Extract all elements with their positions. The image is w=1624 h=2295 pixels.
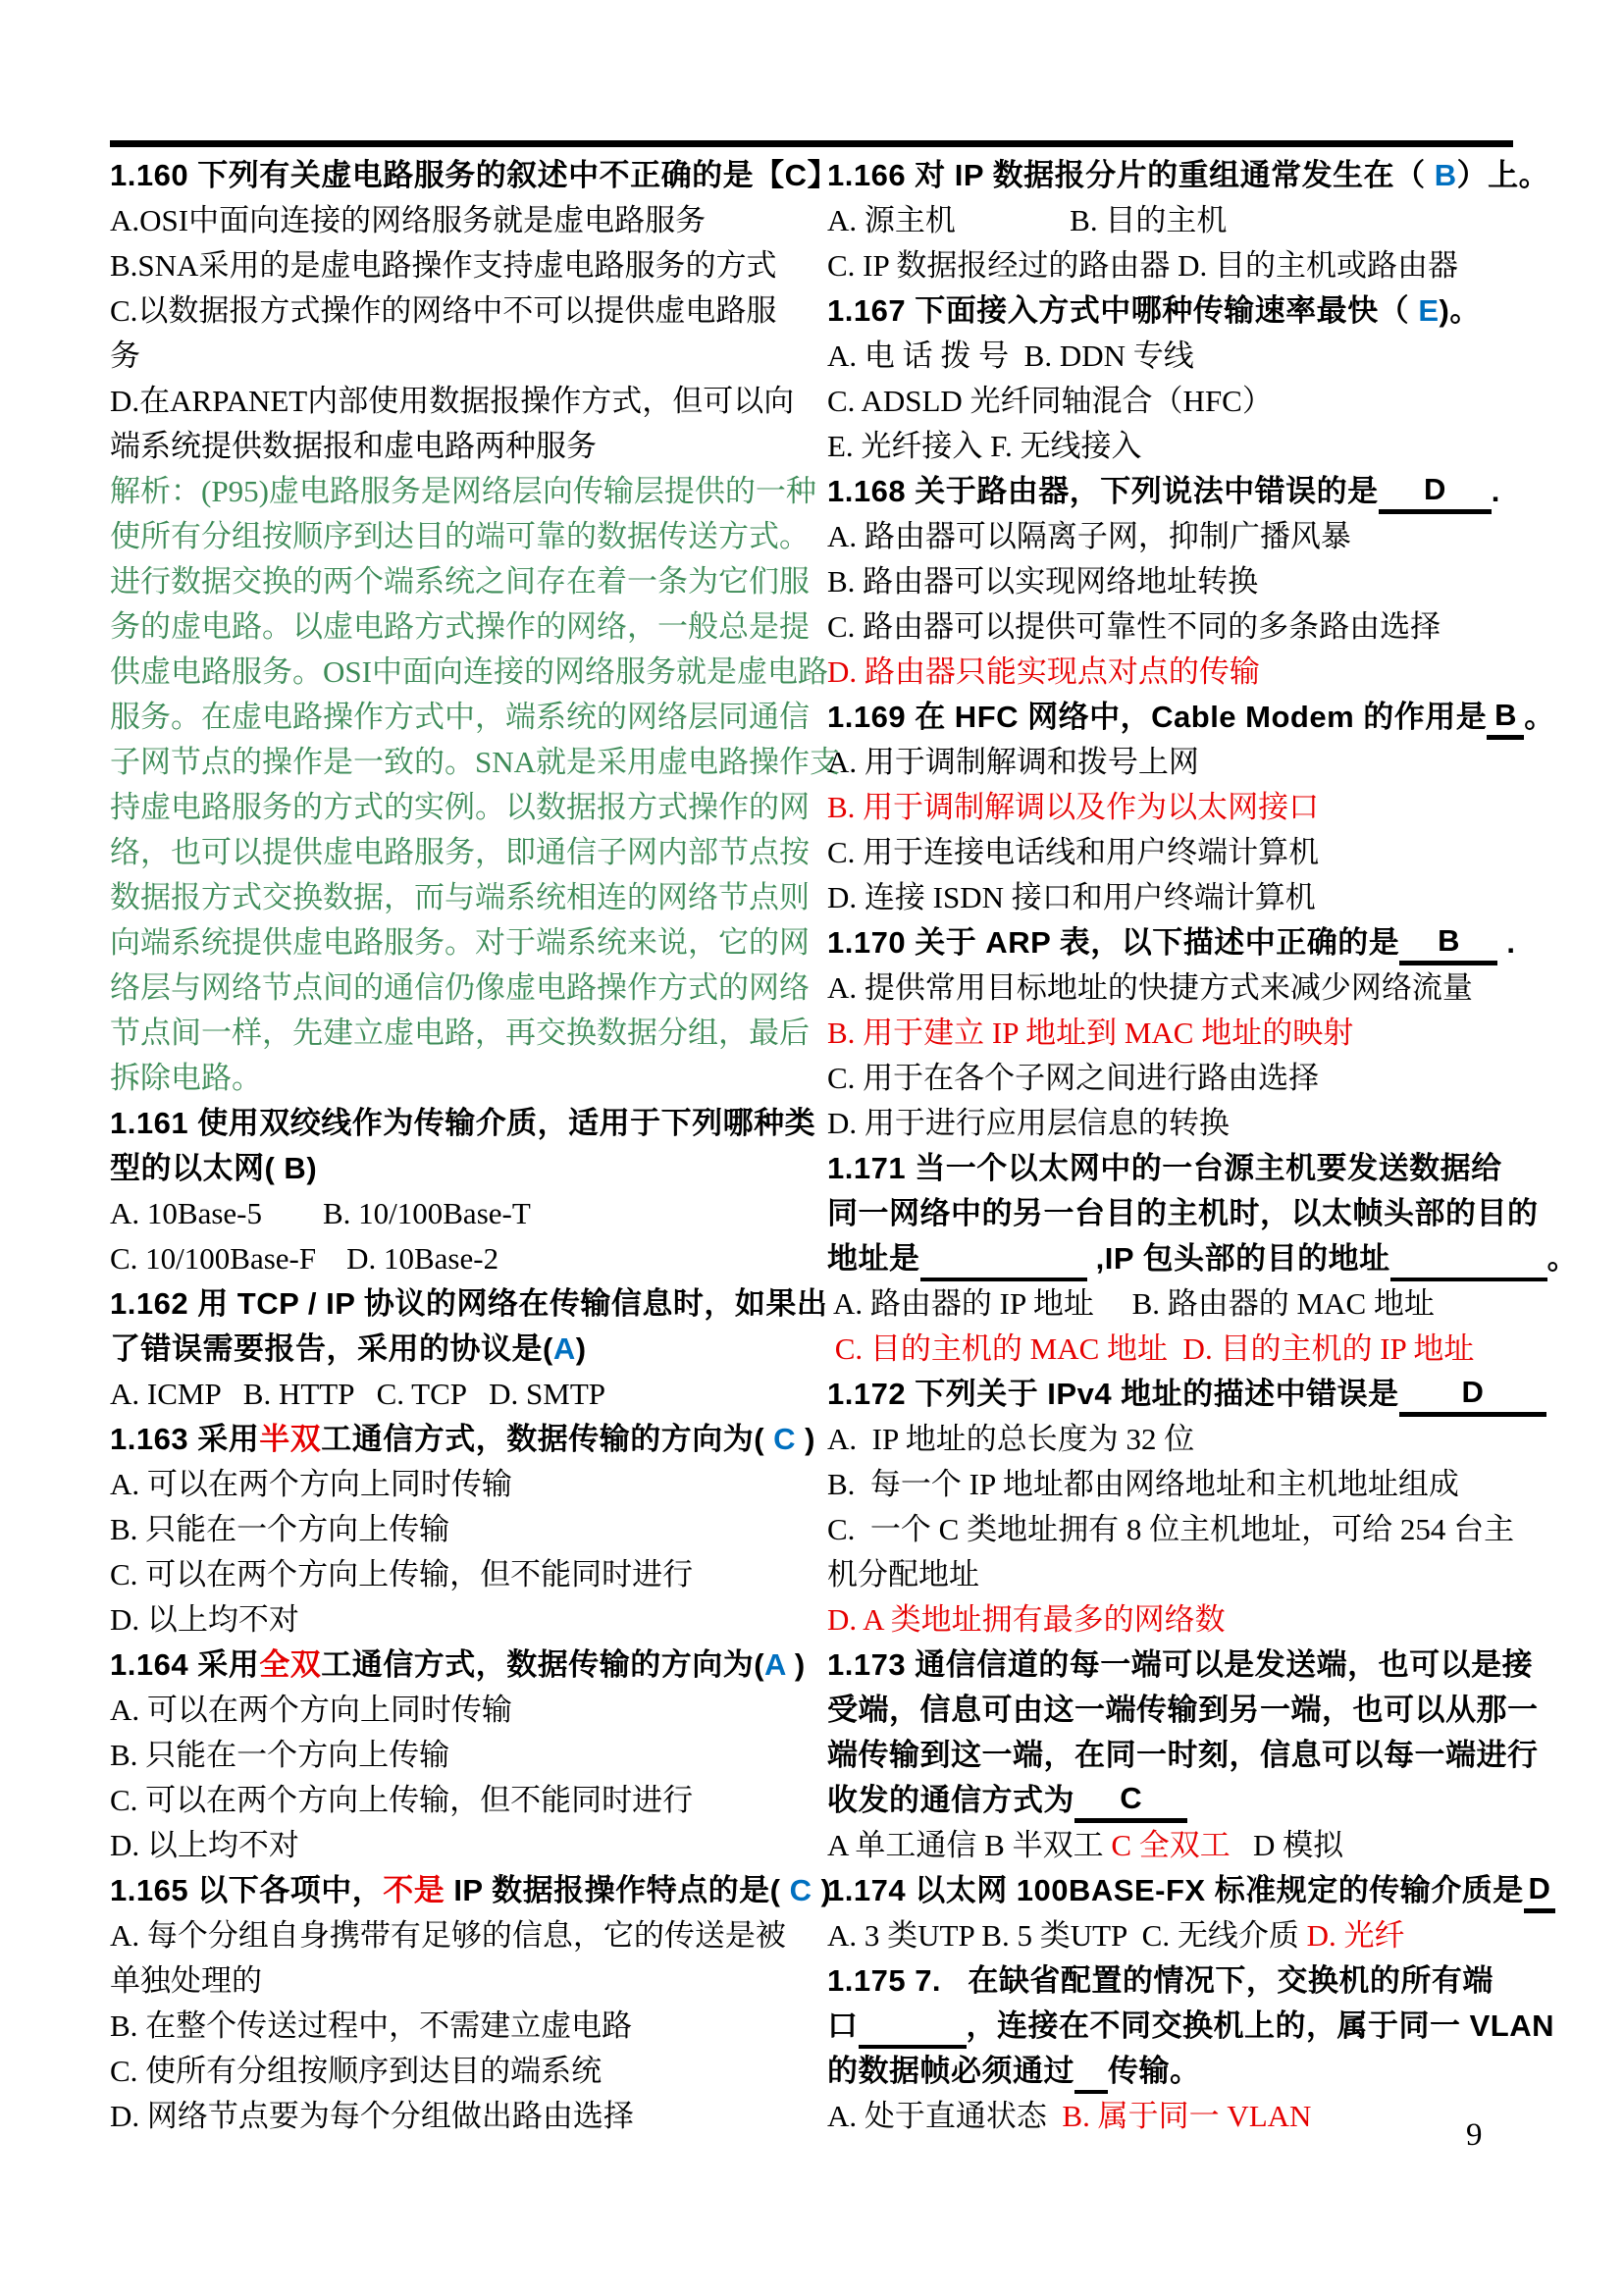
right-column-line xyxy=(827,1191,1548,1236)
text-run: 1.164 采用 xyxy=(110,1647,260,1682)
text-run: 地址是 xyxy=(827,1241,920,1276)
left-column-line xyxy=(110,2004,812,2049)
left-column-line xyxy=(110,1146,812,1191)
text-run: A. 源主机 B. 目的主机 xyxy=(827,203,1228,237)
left-column-line xyxy=(110,1101,816,1146)
left-column-line xyxy=(110,1281,828,1327)
text-run: A. 3 类UTP B. 5 类UTP C. 无线介质 xyxy=(827,1918,1307,1953)
text-run: C. 使所有分组按顺序到达目的端系统 xyxy=(110,2054,602,2088)
text-run: D. 路由器只能实现点对点的传输 xyxy=(827,654,1260,689)
right-column-line xyxy=(827,1146,1548,1191)
text-run: C. 路由器可以提供可靠性不同的多条路由选择 xyxy=(827,609,1441,644)
text-run: C.以数据报方式操作的网络中不可以提供虚电路服 xyxy=(110,293,777,328)
text-run: E. 光纤接入 F. 无线接入 xyxy=(827,429,1142,463)
text-run: A. 可以在两个方向上同时传输 xyxy=(110,1467,512,1501)
left-column-line xyxy=(110,469,816,514)
right-column-line xyxy=(827,1643,1548,1688)
left-column-line xyxy=(110,243,812,288)
answer-on-blank: B xyxy=(1487,696,1524,740)
text-run: IP 数据报操作特点的是( xyxy=(445,1873,790,1907)
right-column-line xyxy=(827,695,1555,740)
right-column-line xyxy=(827,1011,1548,1056)
right-column-line xyxy=(827,1552,1548,1597)
left-column-line xyxy=(110,695,812,740)
text-run: 1.172 下列关于 IPv4 地址的描述中错误是 xyxy=(827,1377,1399,1411)
text-run: 了错误需要报告，采用的协议是( xyxy=(110,1331,553,1366)
right-column-line xyxy=(827,469,1548,514)
left-column-line xyxy=(110,1552,812,1597)
right-column-line xyxy=(827,830,1548,875)
right-column-line xyxy=(827,604,1548,650)
text-run: 持虚电路服务的方式的实例。以数据报方式操作的网 xyxy=(110,790,810,824)
right-column-line xyxy=(827,2094,1548,2139)
text-run: D. A 类地址拥有最多的网络数 xyxy=(827,1602,1226,1637)
text-run: 使所有分组按顺序到达目的端可靠的数据传送方式。 xyxy=(110,519,810,553)
text-run: 拆除电路。 xyxy=(110,1061,262,1095)
left-column-line xyxy=(110,1417,815,1462)
left-column-line xyxy=(110,1688,812,1733)
text-run: 1.162 用 TCP / IP 协议的网络在传输信息时，如果出 xyxy=(110,1286,828,1321)
text-run: 机分配地址 xyxy=(827,1557,979,1591)
left-column-line xyxy=(110,740,841,785)
text-run: A. ICMP B. HTTP C. TCP D. SMTP xyxy=(110,1377,606,1411)
left-column-line xyxy=(110,1913,812,1958)
text-run: C. ADSLD 光纤同轴混合（HFC） xyxy=(827,384,1273,418)
right-column-line xyxy=(827,1597,1548,1643)
right-column-line xyxy=(827,198,1548,243)
left-column-line xyxy=(110,514,812,559)
text-run: ) xyxy=(785,1647,806,1682)
text-run: ,IP 包头部的目的地址 xyxy=(1086,1241,1390,1276)
left-column-line xyxy=(110,1643,812,1688)
right-column xyxy=(827,153,1579,2139)
text-run: C. 一个 C 类地址拥有 8 位主机地址，可给 254 台主 xyxy=(827,1512,1515,1546)
text-run: A 单工通信 B 半双工 xyxy=(827,1828,1112,1862)
page-number: 9 xyxy=(1466,2117,1483,2153)
text-run: 1.174 以太网 100BASE-FX 标准规定的传输介质是 xyxy=(827,1873,1524,1907)
header-rule xyxy=(110,140,1513,147)
left-column-line xyxy=(110,288,812,334)
blank-underline xyxy=(1390,1244,1547,1281)
right-column-line xyxy=(827,334,1548,379)
text-run: A. 用于调制解调和拨号上网 xyxy=(827,745,1199,779)
text-run: 同一网络中的另一台目的主机时，以太帧头部的目的 xyxy=(827,1196,1539,1230)
right-column-line xyxy=(827,1868,1548,1913)
text-run: D. 以上均不对 xyxy=(110,1602,299,1637)
text-run: A. 路由器的 IP 地址 B. 路由器的 MAC 地址 xyxy=(827,1286,1435,1321)
left-column-line xyxy=(110,1462,812,1507)
text-run: C. IP 数据报经过的路由器 D. 目的主机或路由器 xyxy=(827,248,1458,283)
text-run: 。 xyxy=(1546,1241,1579,1276)
text-run: 不是 xyxy=(383,1873,445,1907)
text-run: 解析：(P95)虚电路服务是网络层向传输层提供的一种 xyxy=(110,474,816,508)
text-run: C. 用于在各个子网之间进行路由选择 xyxy=(827,1061,1320,1095)
text-run: 1.169 在 HFC 网络中，Cable Modem 的作用是 xyxy=(827,700,1488,734)
text-run: 1.171 当一个以太网中的一台源主机要发送数据给 xyxy=(827,1151,1502,1185)
left-column-line xyxy=(110,1597,812,1643)
text-run: 半双 xyxy=(259,1422,322,1456)
text-run: 口 xyxy=(827,2008,859,2043)
text-run: 1.163 采用 xyxy=(110,1422,260,1456)
text-run: 1.160 下列有关虚电路服务的叙述中不正确的是【C】 xyxy=(110,158,839,192)
left-column-line xyxy=(110,920,812,965)
text-run: B. 路由器可以实现网络地址转换 xyxy=(827,564,1259,599)
text-run: 进行数据交换的两个端系统之间存在着一条为它们服 xyxy=(110,564,810,599)
right-column-line xyxy=(827,153,1548,198)
right-column-line xyxy=(827,1507,1548,1552)
right-column-line xyxy=(827,2004,1554,2049)
text-run: D. 以上均不对 xyxy=(110,1828,299,1862)
left-column-line xyxy=(110,1733,812,1778)
text-run: A. 路由器可以隔离子网，抑制广播风暴 xyxy=(827,519,1351,553)
text-run: ）上。 xyxy=(1456,158,1550,192)
text-run: 供虚电路服务。OSI中面向连接的网络服务就是虚电路 xyxy=(110,654,828,689)
left-column-line xyxy=(110,830,812,875)
text-run: A. 电 话 拨 号 B. DDN 专线 xyxy=(827,339,1194,373)
right-column-line xyxy=(827,920,1548,965)
right-column-line xyxy=(827,1281,1548,1327)
text-run: 1.168 关于路由器，下列说法中错误的是 xyxy=(827,474,1379,508)
text-run: A. 提供常用目标地址的快捷方式来减少网络流量 xyxy=(827,970,1473,1005)
text-run: 1.161 使用双绞线作为传输介质，适用于下列哪种类 xyxy=(110,1106,816,1140)
text-run: 1.170 关于 ARP 表，以下描述中正确的是 xyxy=(827,925,1400,960)
text-run: 1.165 以下各项中， xyxy=(110,1873,384,1907)
right-column-line xyxy=(827,288,1548,334)
left-column-line xyxy=(110,1327,812,1372)
right-column-line xyxy=(827,1417,1548,1462)
text-run: B. 只能在一个方向上传输 xyxy=(110,1738,450,1772)
text-run: D. 光纤 xyxy=(1306,1918,1405,1953)
text-run: 传输。 xyxy=(1108,2054,1201,2088)
answer-on-blank: D xyxy=(1379,470,1492,514)
text-run: A xyxy=(764,1647,786,1682)
text-run: D. 连接 ISDN 接口和用户终端计算机 xyxy=(827,880,1316,914)
text-run: D. 网络节点要为每个分组做出路由选择 xyxy=(110,2099,634,2133)
text-run: 全双 xyxy=(259,1647,322,1682)
text-run: C xyxy=(773,1422,797,1456)
right-column-line xyxy=(827,379,1548,424)
answer-on-blank: D xyxy=(1524,1869,1555,1913)
text-run: 。 xyxy=(1524,700,1555,734)
text-run: A. IP 地址的总长度为 32 位 xyxy=(827,1422,1195,1456)
left-column-line xyxy=(110,2049,812,2094)
right-column-line xyxy=(827,2049,1548,2094)
left-column-line xyxy=(110,1191,812,1236)
text-run: 收发的通信方式为 xyxy=(827,1783,1074,1817)
text-run: B. 用于调制解调以及作为以太网接口 xyxy=(827,790,1320,824)
left-column-line xyxy=(110,1868,832,1913)
text-run: C xyxy=(789,1873,812,1907)
left-column-line xyxy=(110,2094,812,2139)
right-column-line xyxy=(827,1236,1579,1281)
text-run: D 模拟 xyxy=(1230,1828,1344,1862)
right-column-line xyxy=(827,740,1548,785)
text-run: C 全双工 xyxy=(1111,1828,1231,1862)
left-column-line xyxy=(110,965,812,1011)
left-column-line xyxy=(110,875,812,920)
text-run: E xyxy=(1418,293,1440,328)
left-column-line xyxy=(110,604,812,650)
text-run: 1.166 对 IP 数据报分片的重组通常发生在（ xyxy=(827,158,1435,192)
text-run: ) xyxy=(812,1873,832,1907)
text-run: 络层与网络节点间的通信仍像虚电路操作方式的网络 xyxy=(110,970,810,1005)
right-column-line xyxy=(827,875,1548,920)
text-run: )。 xyxy=(1439,293,1481,328)
text-run: 的数据帧必须通过 xyxy=(827,2054,1074,2088)
text-run: C. 可以在两个方向上传输，但不能同时进行 xyxy=(110,1783,694,1817)
answer-on-blank: D xyxy=(1399,1373,1546,1417)
right-column-line xyxy=(827,1688,1548,1733)
left-column-line xyxy=(110,1958,812,2004)
left-column-line xyxy=(110,559,812,604)
right-column-line xyxy=(827,1372,1548,1417)
answer-on-blank: B xyxy=(1399,921,1497,965)
blank-underline xyxy=(920,1244,1087,1281)
right-column-line xyxy=(827,243,1548,288)
left-column-line xyxy=(110,1236,812,1281)
text-run: 节点间一样，先建立虚电路，再交换数据分组，最后 xyxy=(110,1016,810,1050)
left-column-line xyxy=(110,1011,812,1056)
left-column-line xyxy=(110,650,828,695)
text-run: B. 每一个 IP 地址都由网络地址和主机地址组成 xyxy=(827,1467,1459,1501)
text-run: B. 属于同一 VLAN xyxy=(1054,2099,1312,2133)
right-column-line xyxy=(827,559,1548,604)
text-run: B.SNA采用的是虚电路操作支持虚电路服务的方式 xyxy=(110,248,777,283)
text-run: 受端，信息可由这一端传输到另一端，也可以从那一 xyxy=(827,1693,1539,1727)
text-run: A. 可以在两个方向上同时传输 xyxy=(110,1693,512,1727)
right-column-line xyxy=(827,965,1548,1011)
answer-on-blank: C xyxy=(1074,1779,1187,1823)
left-column-line xyxy=(110,1372,812,1417)
left-column-line xyxy=(110,1778,812,1823)
text-run: B xyxy=(1434,158,1457,192)
right-column-line xyxy=(827,1778,1548,1823)
text-run: ，连接在不同交换机上的，属于同一 VLAN xyxy=(966,2008,1554,2043)
right-column-line xyxy=(827,1823,1548,1868)
right-column-line xyxy=(827,1327,1548,1372)
text-run: 端系统提供数据报和虚电路两种服务 xyxy=(110,429,597,463)
text-run: 1.167 下面接入方式中哪种传输速率最快（ xyxy=(827,293,1419,328)
text-run: C. 用于连接电话线和用户终端计算机 xyxy=(827,835,1320,869)
right-column-line xyxy=(827,1462,1548,1507)
text-run: ) xyxy=(796,1422,815,1456)
text-run: 向端系统提供虚电路服务。对于端系统来说，它的网 xyxy=(110,925,810,960)
text-run: 端传输到这一端，在同一时刻，信息可以每一端进行 xyxy=(827,1738,1539,1772)
text-run: B. 在整个传送过程中，不需建立虚电路 xyxy=(110,2008,633,2043)
text-run: A xyxy=(552,1331,576,1366)
blank-underline xyxy=(859,2011,967,2049)
right-column-line xyxy=(827,514,1548,559)
text-run: C. 10/100Base-F D. 10Base-2 xyxy=(110,1241,499,1276)
text-run: 型的以太网( B) xyxy=(110,1151,318,1185)
left-column-line xyxy=(110,379,812,424)
text-run: 子网节点的操作是一致的。SNA就是采用虚电路操作支 xyxy=(110,745,841,779)
right-column-line xyxy=(827,1056,1548,1101)
text-run: . xyxy=(1497,925,1516,960)
left-column-line xyxy=(110,153,839,198)
right-column-line xyxy=(827,424,1548,469)
left-column-line xyxy=(110,785,812,830)
left-column-line xyxy=(110,1507,812,1552)
left-column-line xyxy=(110,198,812,243)
left-column xyxy=(110,153,841,2139)
text-run: 数据报方式交换数据，而与端系统相连的网络节点则 xyxy=(110,880,810,914)
text-run: 工通信方式，数据传输的方向为( xyxy=(321,1422,774,1456)
text-run: 络，也可以提供虚电路服务，即通信子网内部节点按 xyxy=(110,835,810,869)
text-run: 单独处理的 xyxy=(110,1963,262,1998)
text-run: 1.173 通信信道的每一端可以是发送端，也可以是接 xyxy=(827,1647,1534,1682)
left-column-line xyxy=(110,1056,812,1101)
text-run: 务 xyxy=(110,339,140,373)
text-run: B. 用于建立 IP 地址到 MAC 地址的映射 xyxy=(827,1016,1354,1050)
text-run: A. 处于直通状态 xyxy=(827,2099,1055,2133)
text-run: A. 每个分组自身携带有足够的信息，它的传送是被 xyxy=(110,1918,786,1953)
text-run: . xyxy=(1491,474,1500,508)
text-run: B. 只能在一个方向上传输 xyxy=(110,1512,450,1546)
right-column-line xyxy=(827,650,1548,695)
text-run: 工通信方式，数据传输的方向为( xyxy=(321,1647,765,1682)
text-run: A.OSI中面向连接的网络服务就是虚电路服务 xyxy=(110,203,707,237)
text-run: 1.175 7. 在缺省配置的情况下，交换机的所有端 xyxy=(827,1963,1493,1998)
text-run: C. 可以在两个方向上传输，但不能同时进行 xyxy=(110,1557,694,1591)
right-column-line xyxy=(827,1913,1548,1958)
text-run: C. 目的主机的 MAC 地址 D. 目的主机的 IP 地址 xyxy=(827,1331,1475,1366)
right-column-line xyxy=(827,1101,1548,1146)
text-run: A. 10Base-5 B. 10/100Base-T xyxy=(110,1196,531,1230)
text-run: 服务。在虚电路操作方式中，端系统的网络层同通信 xyxy=(110,700,810,734)
right-column-line xyxy=(827,1733,1548,1778)
right-column-line xyxy=(827,785,1548,830)
left-column-line xyxy=(110,334,812,379)
text-run: ) xyxy=(575,1331,587,1366)
right-column-line xyxy=(827,1958,1548,2004)
text-run: 务的虚电路。以虚电路方式操作的网络，一般总是提 xyxy=(110,609,810,644)
left-column-line xyxy=(110,1823,812,1868)
blank-underline xyxy=(1074,2057,1108,2094)
left-column-line xyxy=(110,424,812,469)
text-run: D.在ARPANET内部使用数据报操作方式，但可以向 xyxy=(110,384,795,418)
text-run: D. 用于进行应用层信息的转换 xyxy=(827,1106,1230,1140)
